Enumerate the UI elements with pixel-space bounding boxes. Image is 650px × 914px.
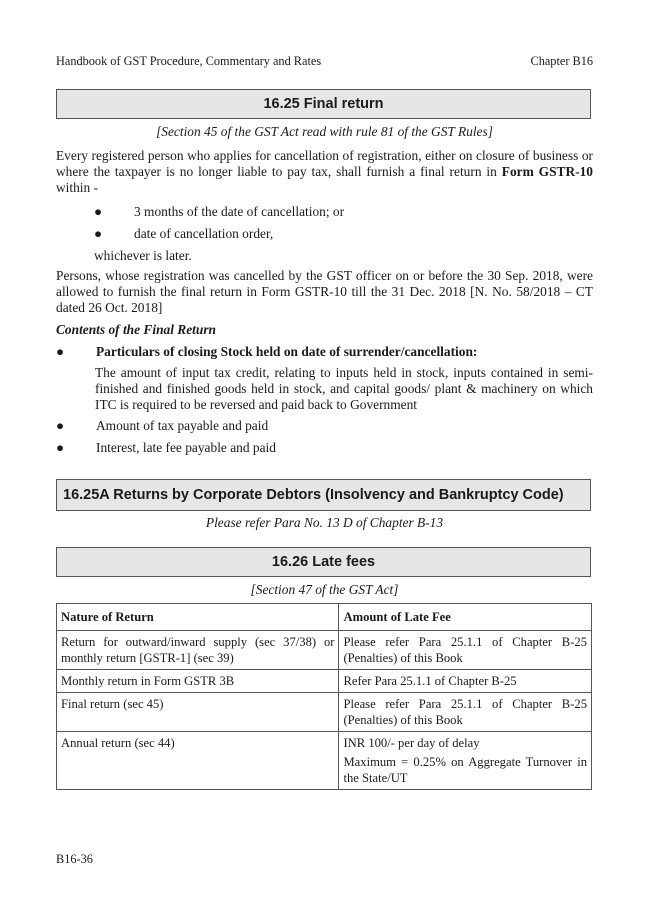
- running-header: [56, 54, 593, 69]
- bullet-icon: ●: [94, 226, 103, 241]
- list-item: [94, 226, 273, 242]
- list-item-text: date of cancellation order,: [134, 226, 274, 241]
- table-row: [57, 631, 592, 670]
- column-header-amount: Amount of Late Fee: [339, 604, 592, 631]
- table-cell: Please refer Para 25.1.1 of Chapter B-25 (Penalties) of this Book: [339, 693, 592, 732]
- contents-heading: Contents of the Final Return: [56, 322, 216, 337]
- bullet-icon: ●: [56, 440, 65, 455]
- paragraph-text-end: within -: [56, 180, 99, 195]
- list-item: [56, 440, 276, 456]
- bullet-icon: ●: [56, 418, 65, 433]
- bullet-icon: ●: [94, 204, 103, 219]
- late-fee-maximum: Maximum = 0.25% on Aggregate Turnover in the State/UT: [343, 755, 587, 785]
- table-row: [57, 693, 592, 732]
- section-reference: [Section 45 of the GST Act read with rule 81 of the GST Rules]: [156, 124, 493, 139]
- header-chapter: Chapter B16: [530, 54, 593, 68]
- list-item-detail: The amount of input tax credit, relating to inputs held in stock, inputs contained in semi-finished and finished goods held in stock, and capital goods/ plant & machinery on which ITC is required to be reversed and paid back to Government: [95, 365, 593, 412]
- list-item-text: Amount of tax payable and paid: [96, 418, 269, 433]
- list-item: [94, 204, 344, 220]
- table-cell: Annual return (sec 44): [57, 732, 339, 790]
- table-cell: Return for outward/inward supply (sec 37/38) or monthly return [GSTR-1] (sec 39): [57, 631, 339, 670]
- list-item-text: Interest, late fee payable and paid: [96, 440, 276, 455]
- page-number: B16-36: [56, 852, 93, 866]
- table-cell: Refer Para 25.1.1 of Chapter B-25: [339, 670, 592, 693]
- bullet-icon: ●: [56, 344, 65, 359]
- section-heading-late-fees: 16.26 Late fees: [56, 547, 591, 577]
- column-header-nature: Nature of Return: [57, 604, 339, 631]
- late-fees-table: [56, 603, 592, 790]
- table-row: [57, 670, 592, 693]
- header-book-title: Handbook of GST Procedure, Commentary and Rates: [56, 54, 322, 68]
- list-item-title: Particulars of closing Stock held on date of surrender/cancellation:: [96, 344, 478, 359]
- section-reference: Please refer Para No. 13 D of Chapter B-13: [205, 515, 444, 530]
- section-heading-final-return: 16.25 Final return: [56, 89, 591, 119]
- table-header-row: [57, 604, 592, 631]
- table-cell-multiline: [339, 732, 592, 790]
- paragraph-final-return: [56, 148, 593, 196]
- table-cell: Monthly return in Form GSTR 3B: [57, 670, 339, 693]
- list-item: [56, 418, 268, 434]
- section-reference: [Section 47 of the GST Act]: [250, 582, 399, 597]
- paragraph-text: Every registered person who applies for cancellation of registration, either on closure of business or where the taxpayer is no longer liable to pay tax, shall furnish a final return in: [56, 148, 593, 179]
- late-fee-rate: INR 100/- per day of delay: [343, 736, 480, 750]
- section-heading-corporate-debtors: 16.25A Returns by Corporate Debtors (Insolvency and Bankruptcy Code): [56, 479, 591, 511]
- table-cell: Final return (sec 45): [57, 693, 339, 732]
- list-item-text: 3 months of the date of cancellation; or: [134, 204, 345, 219]
- whichever-text: whichever is later.: [94, 248, 192, 263]
- paragraph-cancelled-registration: Persons, whose registration was cancelled by the GST officer on or before the 30 Sep. 2018, were allowed to furnish the final return in Form GSTR-10 till the 31 Dec. 2018 [N. No. 58/2018 – CT dated 26 Oct. 2018]: [56, 268, 593, 315]
- list-item: [56, 344, 477, 360]
- table-cell: Please refer Para 25.1.1 of Chapter B-25 (Penalties) of this Book: [339, 631, 592, 670]
- table-row: [57, 732, 592, 790]
- form-name: Form GSTR-10: [501, 164, 593, 179]
